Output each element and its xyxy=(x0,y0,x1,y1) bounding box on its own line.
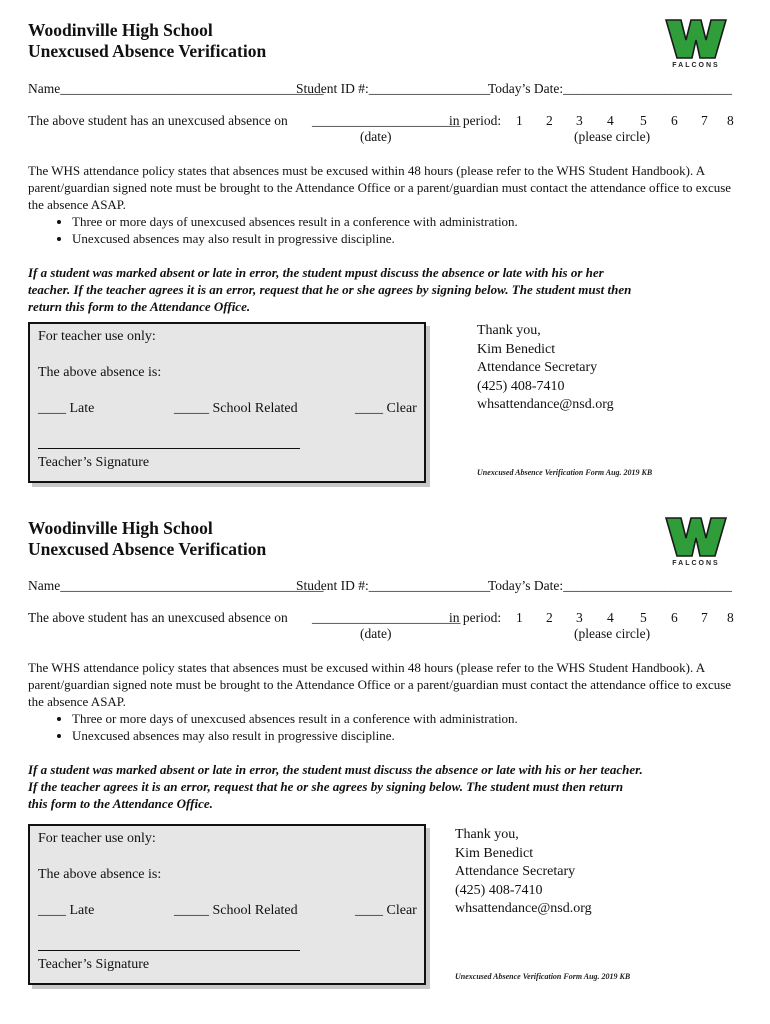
error-line: this form to the Attendance Office. xyxy=(28,796,213,811)
clear-option[interactable]: ____ Clear xyxy=(355,401,417,416)
absence-sentence: The above student has an unexcused absence on xyxy=(28,113,288,128)
period-option[interactable]: 2 xyxy=(546,610,553,625)
period-option[interactable]: 4 xyxy=(607,113,614,128)
teacher-use-box xyxy=(28,322,426,483)
period-option[interactable]: 1 xyxy=(516,113,523,128)
contact-role: Attendance Secretary xyxy=(477,360,598,375)
student-id-field[interactable]: Student ID #:__________________ xyxy=(296,81,491,96)
policy-text: The WHS attendance policy states that absences must be excused within 48 hours (please refer to the WHS Student Handbook). A parent/guardian signed note must be brought to the Attendance Office or a parent/guardian must contact the attendance office to excuse the absence ASAP. xyxy=(28,660,732,709)
error-line: return this form to the Attendance Office. xyxy=(28,299,251,314)
period-option[interactable]: 7 xyxy=(701,113,708,128)
clear-option[interactable]: ____ Clear xyxy=(355,903,417,918)
period-option[interactable]: 5 xyxy=(640,113,647,128)
period-option[interactable]: 3 xyxy=(576,610,583,625)
circle-caption: (please circle) xyxy=(574,129,651,144)
school-title: Woodinville High School xyxy=(28,20,213,40)
list-item: • Unexcused absences may also result in progressive discipline. xyxy=(72,230,748,247)
school-related-option[interactable]: _____ School Related xyxy=(174,401,298,416)
absence-sentence: The above student has an unexcused absence on xyxy=(28,610,288,625)
student-id-field[interactable]: Student ID #:__________________ xyxy=(296,578,491,593)
form-title: Unexcused Absence Verification xyxy=(28,539,267,559)
absence-is-label: The above absence is: xyxy=(38,867,162,882)
signature-line[interactable] xyxy=(38,448,300,449)
signature-label: Teacher’s Signature xyxy=(38,957,150,972)
late-option[interactable]: ____ Late xyxy=(38,401,95,416)
period-option[interactable]: 7 xyxy=(701,610,708,625)
thanks-text: Thank you, xyxy=(455,827,519,842)
logo-subtext: FALCONS xyxy=(672,62,720,69)
period-label: in period: xyxy=(449,113,502,128)
period-label: in period: xyxy=(449,610,502,625)
absence-is-label: The above absence is: xyxy=(38,365,162,380)
policy-bullets xyxy=(28,213,748,247)
falcons-logo xyxy=(665,516,727,572)
signature-line[interactable] xyxy=(38,950,300,951)
absence-date-field[interactable]: ______________________ xyxy=(312,610,461,625)
period-option[interactable]: 3 xyxy=(576,113,583,128)
list-item: • Unexcused absences may also result in progressive discipline. xyxy=(72,727,748,744)
teacher-use-box xyxy=(28,824,426,985)
period-option[interactable]: 8 xyxy=(727,113,734,128)
error-instructions xyxy=(28,264,631,315)
absence-form-1 xyxy=(0,0,770,498)
policy-bullets xyxy=(28,710,748,744)
error-instructions xyxy=(28,761,643,812)
teacher-box-heading: For teacher use only: xyxy=(38,831,156,846)
list-item: • Three or more days of unexcused absences result in a conference with administration. xyxy=(72,710,748,727)
policy-section xyxy=(28,162,748,247)
date-caption: (date) xyxy=(360,626,392,641)
contact-email[interactable]: whsattendance@nsd.org xyxy=(455,901,592,916)
contact-email[interactable]: whsattendance@nsd.org xyxy=(477,397,614,412)
form-title: Unexcused Absence Verification xyxy=(28,41,267,61)
falcons-logo xyxy=(665,18,727,74)
absence-date-field[interactable]: ______________________ xyxy=(312,113,461,128)
name-field[interactable]: Name_______________________________________ xyxy=(28,81,324,96)
w-letter-icon xyxy=(665,516,727,558)
contact-block xyxy=(455,826,592,919)
contact-name: Kim Benedict xyxy=(455,845,534,861)
contact-role: Attendance Secretary xyxy=(455,864,576,879)
contact-name: Kim Benedict xyxy=(477,341,556,357)
thanks-text: Thank you, xyxy=(477,323,541,338)
error-line: teacher. If the teacher agrees it is an error, request that he or she agrees by signing below. The student must then xyxy=(28,282,632,297)
policy-section xyxy=(28,659,748,744)
late-option[interactable]: ____ Late xyxy=(38,903,95,918)
teacher-box-heading: For teacher use only: xyxy=(38,329,156,344)
period-option[interactable]: 1 xyxy=(516,610,523,625)
w-letter-icon xyxy=(665,18,727,60)
logo-subtext: FALCONS xyxy=(672,560,720,567)
list-item: • Three or more days of unexcused absences result in a conference with administration. xyxy=(72,213,748,230)
name-field[interactable]: Name_______________________________________ xyxy=(28,578,324,593)
contact-phone: (425) 408-7410 xyxy=(455,882,543,898)
period-option[interactable]: 2 xyxy=(546,113,553,128)
form-footnote: Unexcused Absence Verification Form Aug. 2019 KB xyxy=(455,972,631,981)
form-footnote: Unexcused Absence Verification Form Aug. 2019 KB xyxy=(477,468,653,477)
contact-phone: (425) 408-7410 xyxy=(477,378,565,394)
school-title: Woodinville High School xyxy=(28,518,213,538)
todays-date-field[interactable]: Today’s Date:_________________________ xyxy=(488,81,732,96)
todays-date-field[interactable]: Today’s Date:_________________________ xyxy=(488,578,732,593)
date-caption: (date) xyxy=(360,129,392,144)
absence-form-2 xyxy=(0,498,770,996)
error-line: If a student was marked absent or late in error, the student must discuss the absence or late with his or her teacher. xyxy=(28,762,643,777)
period-option[interactable]: 6 xyxy=(671,610,678,625)
signature-label: Teacher’s Signature xyxy=(38,455,150,470)
contact-block xyxy=(477,322,614,415)
error-line: If the teacher agrees it is an error, request that he or she agrees by signing below. The student must then return xyxy=(28,779,624,794)
period-option[interactable]: 8 xyxy=(727,610,734,625)
period-option[interactable]: 4 xyxy=(607,610,614,625)
period-option[interactable]: 6 xyxy=(671,113,678,128)
policy-text: The WHS attendance policy states that absences must be excused within 48 hours (please refer to the WHS Student Handbook). A parent/guardian signed note must be brought to the Attendance Office or a parent/guardian must contact the attendance office to excuse the absence ASAP. xyxy=(28,163,732,212)
error-line: If a student was marked absent or late in error, the student mpust discuss the absence or late with his or her xyxy=(28,265,604,280)
circle-caption: (please circle) xyxy=(574,626,651,641)
period-option[interactable]: 5 xyxy=(640,610,647,625)
school-related-option[interactable]: _____ School Related xyxy=(174,903,298,918)
